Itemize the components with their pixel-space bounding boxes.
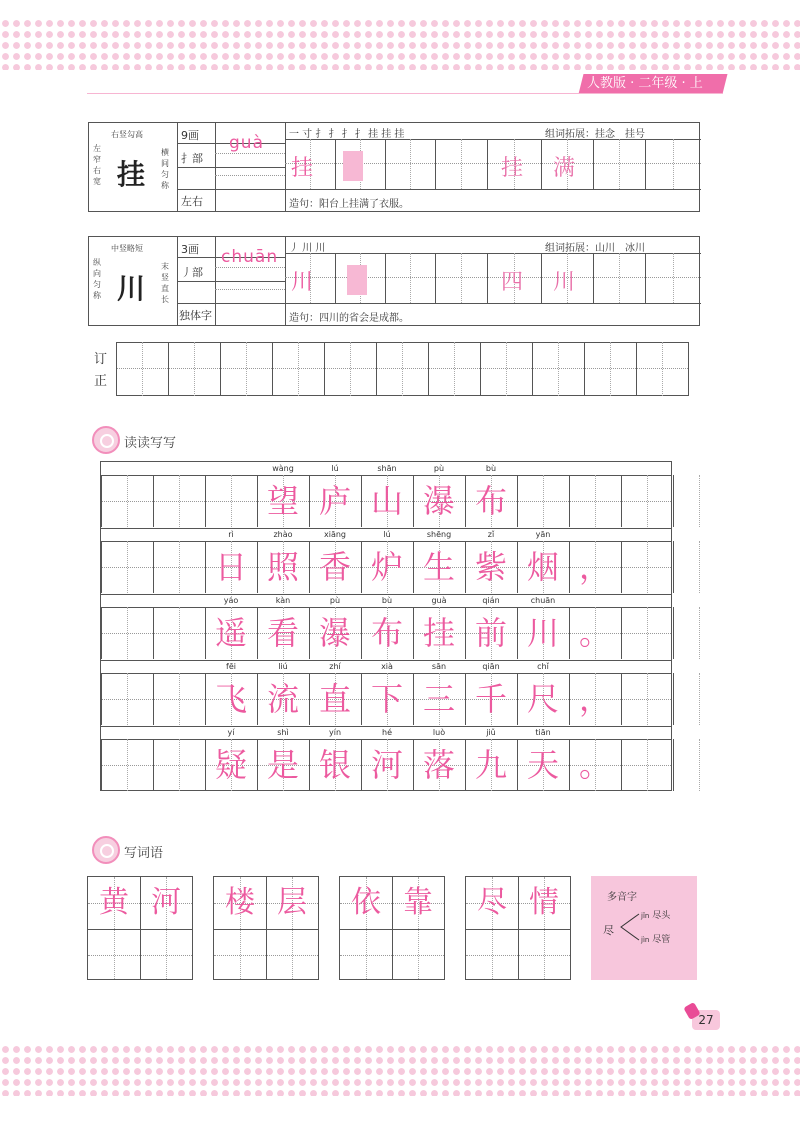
- poem-char: 挂: [422, 614, 455, 652]
- word-char: 河: [151, 885, 181, 920]
- poem-char: 瀑: [422, 482, 455, 520]
- poem-char: 是: [266, 746, 299, 784]
- poem-row: [101, 726, 671, 792]
- trace-box: [343, 151, 363, 181]
- poem-char: 庐: [318, 482, 351, 520]
- stroke-count: 3画: [181, 243, 199, 256]
- poem-char: 布: [370, 614, 403, 652]
- poem-pinyin: qián: [482, 596, 500, 605]
- word-box: [339, 876, 445, 980]
- poem-pinyin: guà: [431, 596, 447, 605]
- right-note: 横间匀称: [161, 148, 169, 190]
- word-char: 靠: [403, 885, 433, 920]
- poem-char: 河: [370, 746, 403, 784]
- main-character: 挂: [117, 158, 146, 191]
- poem-pinyin: zhào: [273, 530, 293, 539]
- poem-char: 炉: [370, 548, 403, 586]
- bracket-icon: [617, 912, 641, 942]
- example-char-1: 挂: [501, 156, 524, 181]
- poem-char: 遥: [214, 614, 247, 652]
- pinyin: chuān: [221, 247, 279, 267]
- poem-char: 流: [266, 680, 299, 718]
- poem-pinyin: qiān: [482, 662, 500, 671]
- poem-pinyin: tiān: [535, 728, 551, 737]
- poem-row: [101, 528, 671, 594]
- page-number-label: 27: [692, 1010, 720, 1030]
- poem-pinyin: lú: [383, 530, 391, 539]
- main-character: 川: [117, 272, 146, 305]
- polyphone-note: [591, 876, 697, 980]
- correction-label-1: 订: [94, 352, 108, 367]
- poem-char: 千: [474, 680, 507, 718]
- stroke-count: 9画: [181, 129, 199, 142]
- poem-pinyin: shēng: [426, 530, 452, 539]
- poem-pinyin: sān: [431, 662, 447, 671]
- poem-pinyin: jiǔ: [486, 728, 496, 737]
- page-number: [686, 1004, 722, 1030]
- poem-pinyin: luò: [432, 728, 446, 737]
- poem-pinyin: chuān: [530, 596, 556, 605]
- section-title: 写词语: [124, 846, 164, 861]
- poem-char: ，: [578, 680, 611, 718]
- poem-row: [101, 462, 671, 528]
- top-note: 中竖略短: [111, 244, 143, 253]
- trace-box: [347, 265, 367, 295]
- word-char: 依: [351, 885, 381, 920]
- poem-char: 山: [370, 482, 403, 520]
- poem-char: 香: [318, 548, 351, 586]
- poem-pinyin: fēi: [226, 662, 236, 671]
- stroke-order: 一 寸 扌 扌 扌 扌 挂 挂 挂: [289, 129, 405, 140]
- poem-char: 。: [578, 746, 611, 784]
- structure-note: 纵向匀称: [93, 258, 101, 300]
- poem-char: 看: [266, 614, 299, 652]
- poem-pinyin: xià: [381, 662, 393, 671]
- swirl-icon: [92, 836, 120, 864]
- trace-character: 挂: [291, 156, 314, 181]
- example-char-2: 满: [553, 156, 576, 181]
- poem-char: 尺: [526, 680, 559, 718]
- char-card-gua: [88, 122, 700, 212]
- section-title: 读读写写: [124, 436, 177, 451]
- poem-pinyin: bù: [381, 596, 393, 605]
- bottom-dot-border: [0, 1044, 800, 1096]
- structure-type: 独体字: [179, 309, 212, 322]
- correction-label-2: 正: [94, 374, 108, 389]
- poem-char: 川: [526, 614, 559, 652]
- word-box: [465, 876, 571, 980]
- word-extension: 组词拓展：山川 冰川: [545, 243, 645, 254]
- poem-char: 九: [474, 746, 507, 784]
- top-note: 右竖勾高: [111, 130, 143, 139]
- poem-pinyin: xiāng: [323, 530, 346, 539]
- poem-char: 烟: [526, 548, 559, 586]
- poem-pinyin: liú: [278, 662, 288, 671]
- word-char: 楼: [225, 885, 255, 920]
- poem-pinyin: lú: [331, 464, 339, 473]
- word-box: [213, 876, 319, 980]
- poem-char: 前: [474, 614, 507, 652]
- poem-char: 飞: [214, 680, 247, 718]
- radical: 丿部: [181, 266, 203, 279]
- poem-char: 瀑: [318, 614, 351, 652]
- word-char: 情: [529, 885, 559, 920]
- polyphone-reading-2: jìn 尽管: [641, 935, 671, 945]
- poem-char: 生: [422, 548, 455, 586]
- poem-pinyin: yáo: [223, 596, 239, 605]
- poem-char: 照: [266, 548, 299, 586]
- poem-char: 下: [370, 680, 403, 718]
- edition-banner: 人教版 · 二年级 · 上: [579, 74, 728, 94]
- poem-char: ，: [578, 548, 611, 586]
- word-char: 尽: [477, 885, 507, 920]
- structure-note: 左窄右宽: [93, 144, 101, 186]
- poem-char: 紫: [474, 548, 507, 586]
- stroke-order: 丿 川 川: [289, 243, 326, 254]
- poem-char: 三: [422, 680, 455, 718]
- poem-pinyin: pù: [329, 596, 341, 605]
- poem-char: 。: [578, 614, 611, 652]
- trace-character: 川: [291, 270, 314, 295]
- poem-pinyin: rì: [228, 530, 234, 539]
- example-sentence: 造句：四川的省会是成都。: [289, 313, 409, 324]
- example-char-2: 川: [553, 270, 576, 295]
- polyphone-reading-1: jǐn 尽头: [641, 911, 671, 921]
- word-extension: 组词拓展：挂念 挂号: [545, 129, 645, 140]
- poem-pinyin: wàng: [272, 464, 294, 473]
- poem-pinyin: shì: [277, 728, 289, 737]
- poem-pinyin: chǐ: [537, 662, 549, 671]
- poem-pinyin: shān: [377, 464, 397, 473]
- poem-pinyin: pù: [433, 464, 445, 473]
- word-box: [87, 876, 193, 980]
- poem-pinyin: kàn: [275, 596, 291, 605]
- poem-char: 天: [526, 746, 559, 784]
- example-char-1: 四: [501, 270, 524, 295]
- poem-char: 银: [318, 746, 351, 784]
- structure-type: 左右: [181, 195, 203, 208]
- right-note: 末竖直长: [161, 262, 169, 304]
- poem-row: [101, 594, 671, 660]
- poem-pinyin: yín: [328, 728, 342, 737]
- poem-grid: [100, 461, 672, 791]
- correction-grid: [88, 342, 700, 396]
- swirl-icon: [92, 426, 120, 454]
- poem-row: [101, 660, 671, 726]
- poem-char: 直: [318, 680, 351, 718]
- word-char: 黄: [99, 885, 129, 920]
- poem-pinyin: bù: [485, 464, 497, 473]
- poem-char: 疑: [214, 746, 247, 784]
- poem-pinyin: yí: [227, 728, 235, 737]
- poem-pinyin: zǐ: [487, 530, 495, 539]
- poem-pinyin: yān: [535, 530, 551, 539]
- word-char: 层: [277, 885, 307, 920]
- pinyin: guà: [229, 133, 264, 153]
- example-sentence: 造句：阳台上挂满了衣服。: [289, 199, 409, 210]
- top-dot-border: [0, 18, 800, 70]
- poem-char: 布: [474, 482, 507, 520]
- header-rule: [87, 93, 723, 94]
- radical: 扌部: [181, 152, 203, 165]
- char-card-chuan: [88, 236, 700, 326]
- poem-pinyin: zhí: [329, 662, 341, 671]
- polyphone-title: 多音字: [607, 892, 637, 903]
- poem-char: 落: [422, 746, 455, 784]
- polyphone-base: 尽: [603, 924, 614, 937]
- poem-char: 望: [266, 482, 299, 520]
- poem-char: 日: [214, 548, 247, 586]
- poem-pinyin: hé: [382, 728, 392, 737]
